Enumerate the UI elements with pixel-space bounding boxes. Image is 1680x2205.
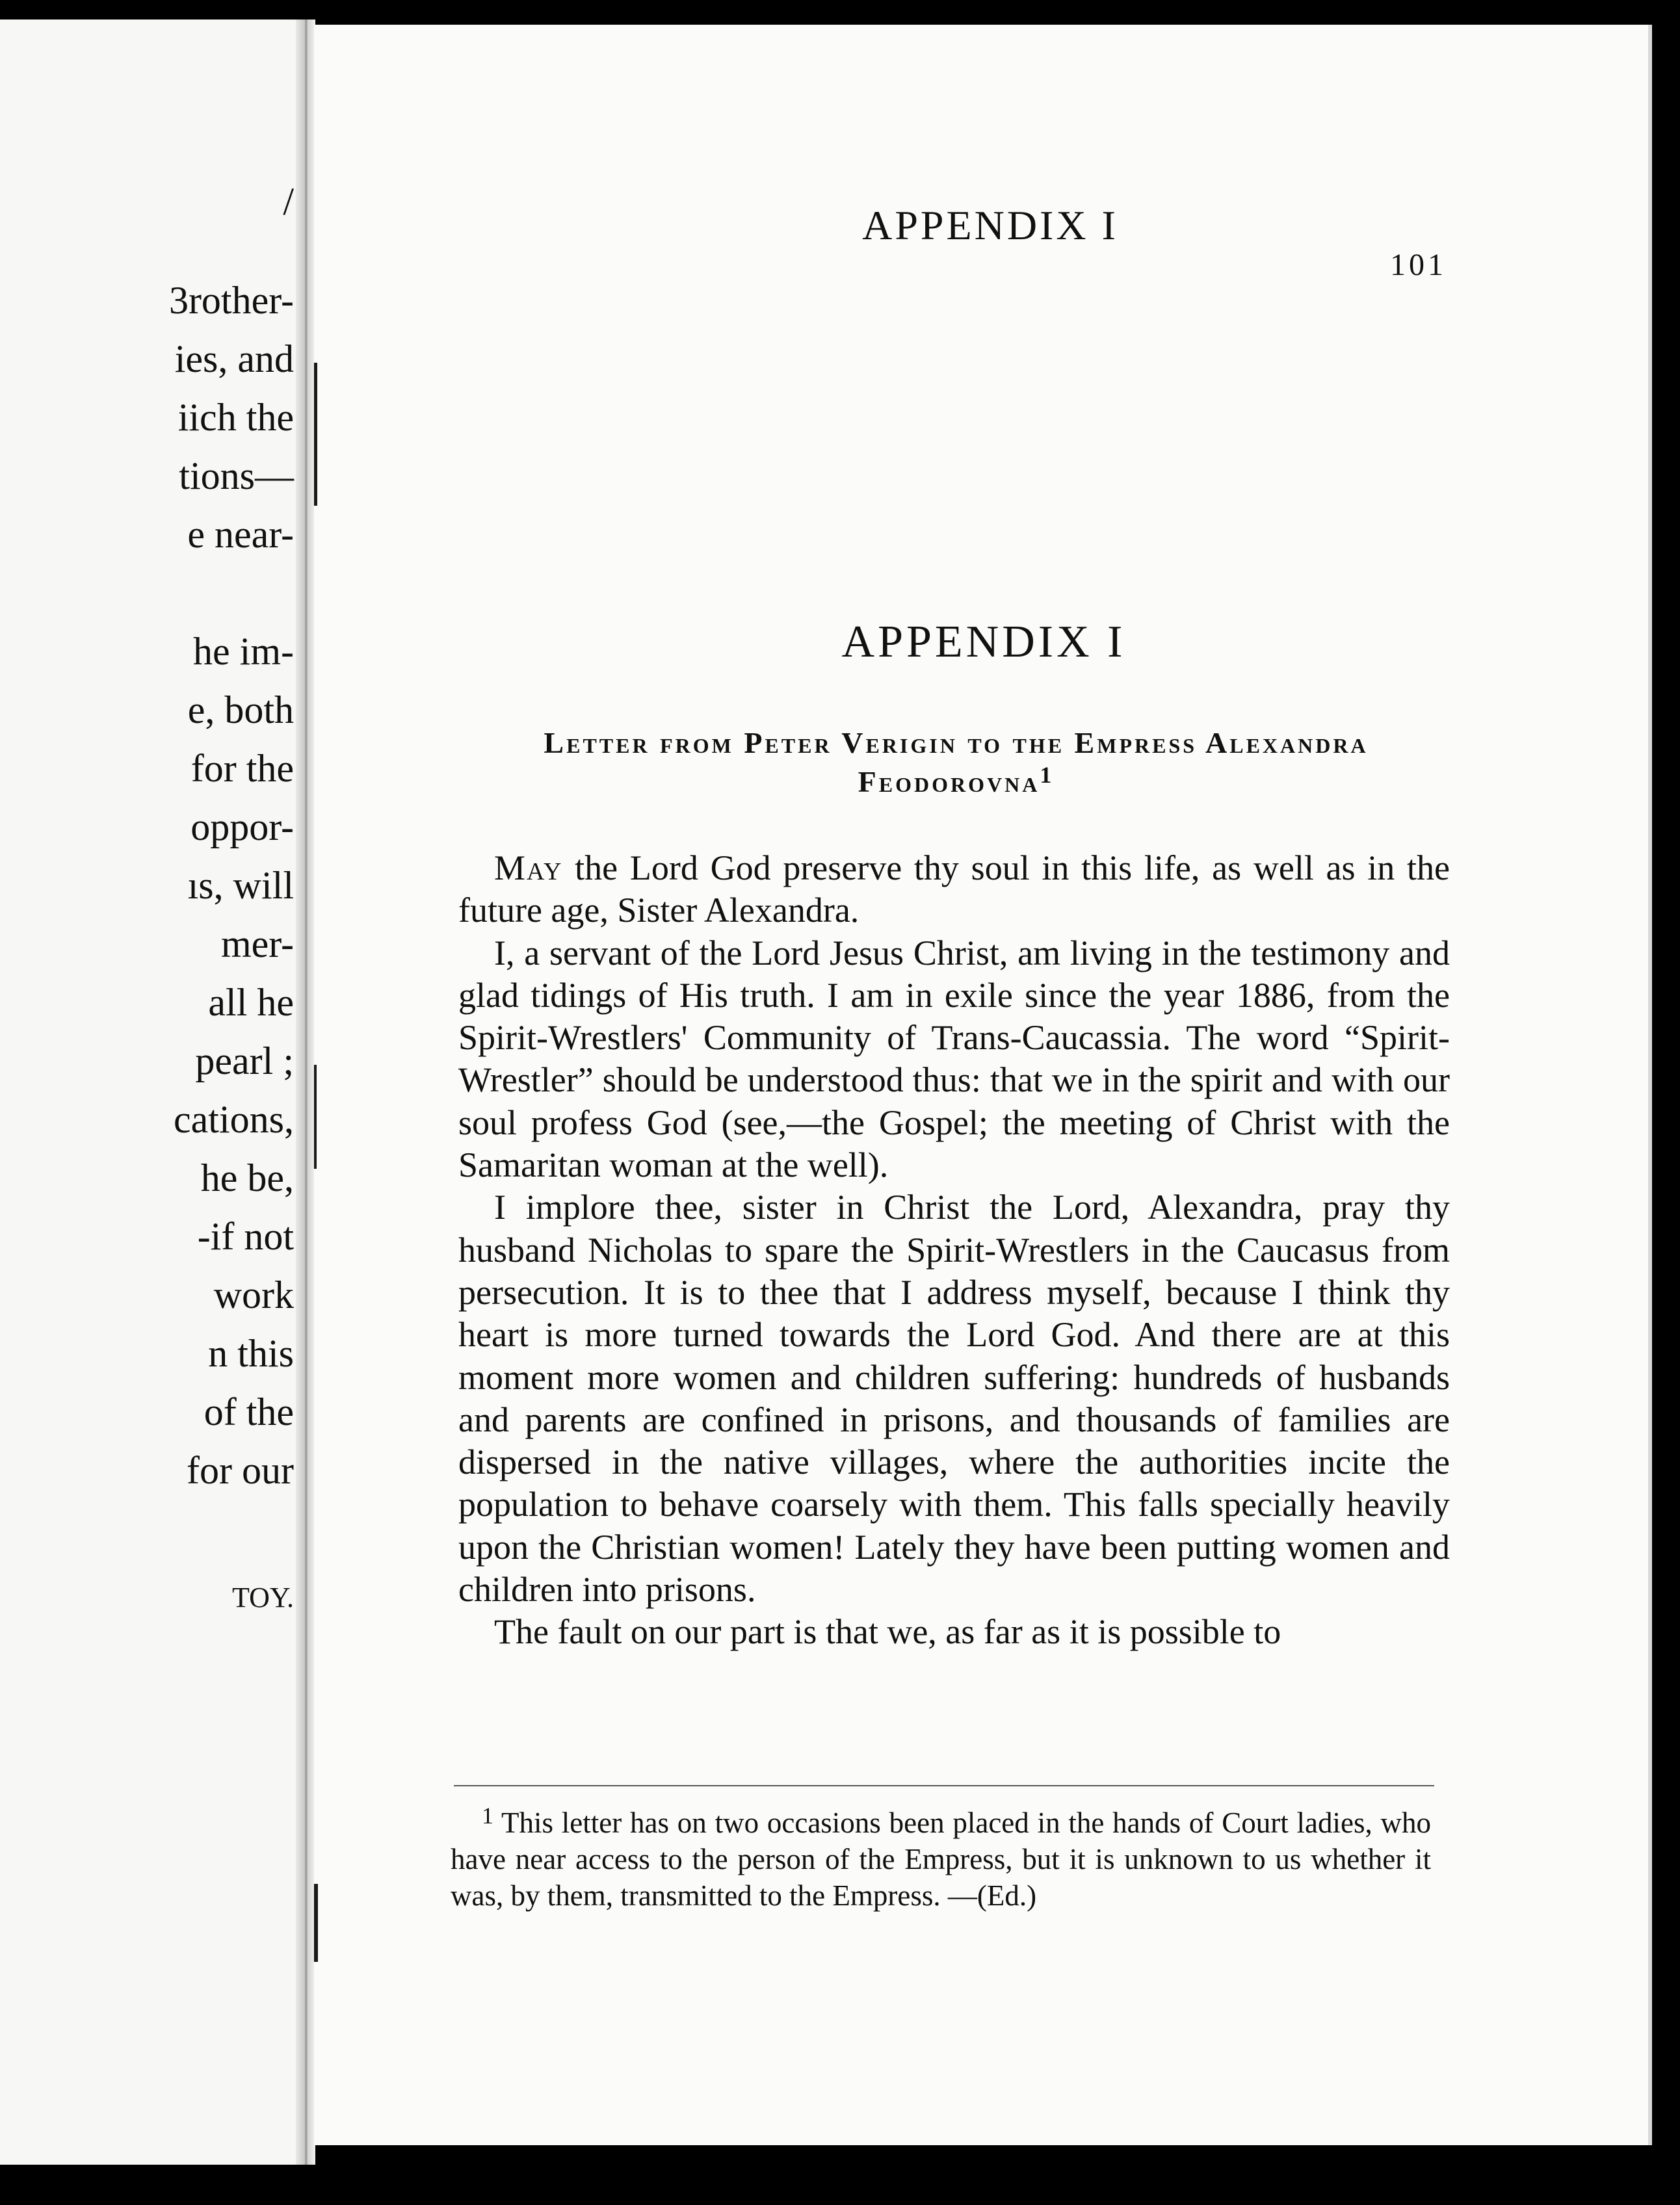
left-line: ıs, will [187,864,294,907]
letter-heading-line-2 [460,763,1452,802]
margin-mark [314,1884,318,1962]
left-line: cations, [174,1098,294,1141]
left-line: all he [208,981,294,1024]
footnote-text: This letter has on two occasions been placed in the hands of Court ladies, who have near access to the person of the Empress, but it is unknown to us whether it was, by them, transmitted to the Empress. —(Ed.) [451,1807,1431,1912]
left-line: mer- [220,922,294,965]
footnote-reference: 1 [1040,762,1055,788]
footnote-rule [454,1785,1434,1786]
paragraph-text: the Lord God preserve thy soul in this life, as well as in the future age, Sister Alexandra. [458,848,1450,930]
paragraph [458,1611,1450,1653]
paragraph-text: I implore thee, sister in Christ the Lord, Alexandra, pray thy husband Nicholas to spare the Spirit-Wrestlers in the Caucasus from persecution. It is to thee that I address myself, because I think thy heart is more turned towards the Lord God. And there are at this moment more women and children suffering: hundreds of husbands and parents are confined in prisons, and thousands of families are dispersed in the native villages, where the authorities incite the population to behave coarsely with them. This falls specially heavily upon the Christian women! Lately they have been putting women and children into prisons. [458,1188,1450,1610]
page-number: 101 [1390,248,1447,282]
footnote-mark: 1 [482,1803,493,1829]
right-page [314,25,1652,2145]
book-gutter [296,20,315,2165]
letter-heading-name: Feodorovna [858,765,1040,798]
margin-mark [314,1065,317,1169]
left-line: TOY. [232,1582,294,1613]
left-line: oppor- [190,805,294,848]
footnote [451,1805,1431,1914]
left-line: e, both [187,688,294,731]
paragraph [458,932,1450,1187]
left-line: pearl ; [195,1039,294,1082]
left-line: -if not [197,1215,294,1258]
left-line: for our [187,1449,294,1492]
paragraph-text: The fault on our part is that we, as far as it is possible to [494,1612,1281,1652]
running-head: APPENDIX I [862,202,1118,248]
left-line: 3rother- [168,279,294,322]
paragraph-text: I, a servant of the Lord Jesus Christ, am living in the testimony and glad tidings of His truth. I am in exile since the year 1886, from the Spirit-Wrestlers' Community of Trans-Caucassia. The word “Spirit-Wrestler” should be understood thus: that we in the spirit and with our soul profess God (see,—the Gospel; the meeting of Christ with the Samaritan woman at the well). [458,933,1450,1185]
letter-heading [460,724,1452,802]
paragraph-lead: May [494,848,563,887]
letter-heading-line-1: Letter from Peter Verigin to the Empress Alexandra [544,726,1369,759]
letter-body [458,847,1450,1654]
left-page [0,20,306,2165]
footnote-paragraph [451,1805,1431,1914]
left-line: n this [208,1332,294,1375]
left-line: ies, and [174,337,294,380]
left-line: he be, [200,1156,294,1199]
left-line: / [283,180,294,223]
left-line: iich the [177,396,294,439]
left-line: for the [190,747,294,790]
appendix-title: APPENDIX I [841,617,1126,667]
left-line: tions— [179,454,294,497]
left-line: work [213,1273,294,1316]
paragraph [458,1186,1450,1611]
paragraph [458,847,1450,932]
left-line: of the [203,1390,294,1433]
margin-mark [314,363,317,506]
left-line: he im- [193,630,294,673]
left-line: e near- [187,513,294,556]
